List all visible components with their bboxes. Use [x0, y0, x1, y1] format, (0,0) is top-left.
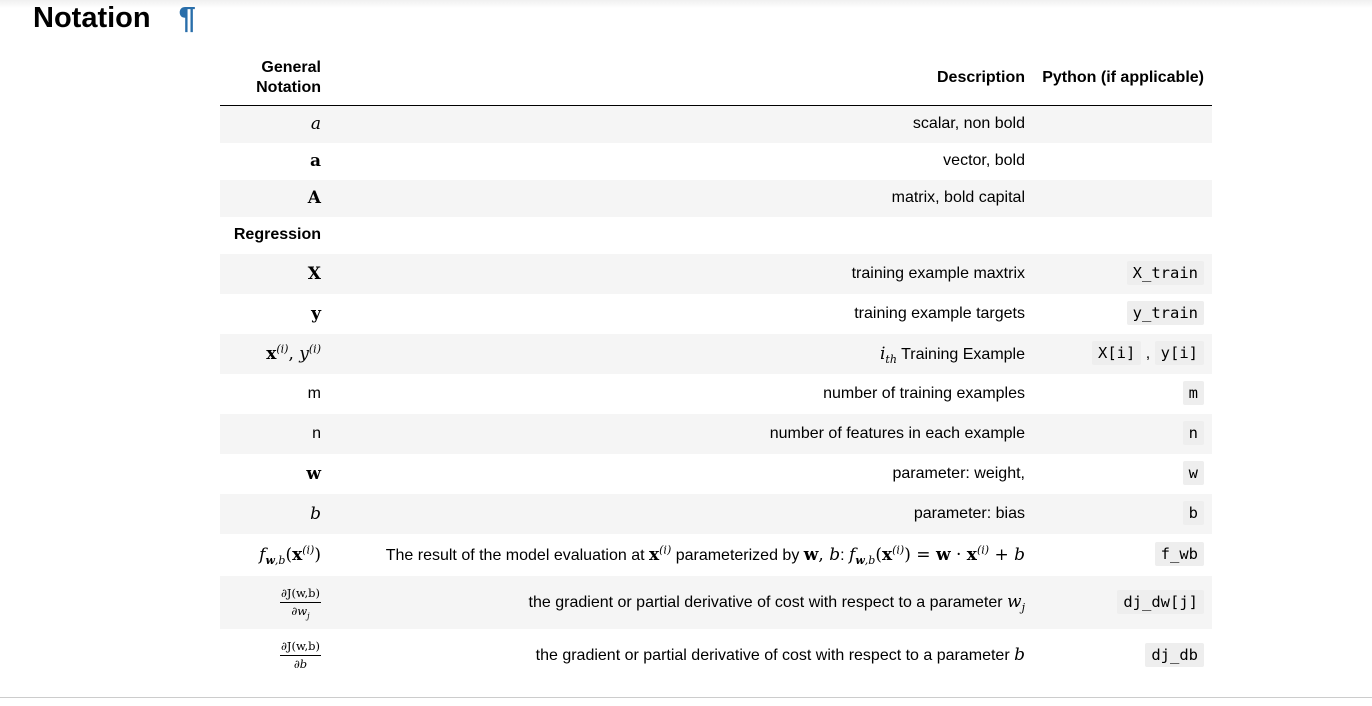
table-row	[220, 334, 1212, 374]
table-row	[220, 454, 1212, 494]
eq-dot: ·	[950, 544, 967, 565]
symbol-y-i: y	[299, 343, 309, 364]
fraction-dj-dw	[280, 587, 321, 618]
bottom-divider	[0, 697, 1372, 698]
code-f-wb: f_wb	[1155, 542, 1204, 566]
paren-close: )	[314, 544, 321, 565]
desc-comma: ,	[818, 544, 830, 565]
notation-table	[220, 51, 1212, 682]
desc-b: parameter: bias	[913, 504, 1025, 522]
desc-ith-example	[329, 334, 1033, 374]
symbol-x-f: x	[292, 544, 303, 565]
top-shade	[0, 0, 1372, 8]
symbol-scalar: a	[310, 114, 321, 135]
table-row	[220, 180, 1212, 217]
desc-colon: :	[840, 546, 845, 564]
symbol-vector: a	[309, 151, 321, 171]
desc-n: number of features in each example	[769, 424, 1025, 442]
table-row	[220, 629, 1212, 682]
sub-w: w	[265, 553, 275, 567]
sup-i-x: (i)	[276, 342, 289, 356]
heading-title: Notation	[33, 2, 151, 34]
desc-dj-db	[329, 629, 1033, 682]
code-y-train: y_train	[1127, 301, 1204, 325]
desc-x: x	[649, 544, 660, 565]
eq-w: w	[935, 544, 951, 565]
desc-matrix: matrix, bold capital	[891, 189, 1025, 206]
eq-f: f	[849, 544, 856, 565]
eq-x: x	[881, 544, 893, 565]
symbol-y: y	[311, 303, 321, 324]
frac-den-db: ∂b	[293, 656, 308, 671]
symbol-X: X	[307, 263, 321, 284]
desc-w: parameter: weight,	[892, 464, 1025, 482]
code-m: m	[1183, 381, 1204, 405]
eq-equals: =	[910, 544, 936, 565]
table-row	[220, 217, 1212, 254]
eq-sub-comma: ,	[864, 553, 869, 567]
symbol-b: b	[310, 503, 321, 524]
sup-i-f: (i)	[302, 543, 315, 557]
sub-b: b	[278, 553, 286, 567]
symbol-m: m	[307, 384, 321, 402]
table-row	[220, 576, 1212, 629]
param-w: w	[1007, 592, 1022, 612]
table-row	[220, 254, 1212, 294]
code-n: n	[1183, 421, 1204, 445]
desc-fwb-part2: parameterized by	[675, 546, 804, 564]
eq-sub-b: b	[868, 553, 876, 567]
frac-den-dw: ∂w	[291, 603, 308, 618]
symbol-n: n	[312, 424, 321, 442]
param-b: b	[1014, 645, 1025, 665]
code-dj-db: dj_db	[1145, 643, 1204, 667]
desc-scalar: scalar, non bold	[912, 115, 1025, 133]
code-w: w	[1183, 461, 1204, 485]
eq-paren-close: )	[904, 544, 911, 565]
header-general-line2: Notation	[256, 79, 321, 96]
table-row	[220, 534, 1212, 576]
sup-i-y: (i)	[308, 342, 321, 356]
table-header-row	[220, 51, 1212, 106]
code-dj-dw: dj_dw[j]	[1117, 590, 1204, 614]
code-X-i: X[i]	[1092, 341, 1141, 365]
symbol-matrix: A	[307, 188, 321, 208]
table-row	[220, 414, 1212, 454]
symbol-comma: ,	[288, 343, 300, 364]
fraction-dj-db	[280, 640, 321, 671]
header-general-notation	[220, 51, 329, 106]
header-python: Python (if applicable)	[1033, 51, 1212, 106]
table-row	[220, 294, 1212, 334]
desc-dj-dw	[329, 576, 1033, 629]
desc-m: number of training examples	[823, 384, 1025, 402]
frac-num-db: ∂J(w,b)	[280, 640, 321, 656]
desc-fwb	[329, 534, 1033, 576]
symbol-i-th: i	[879, 343, 886, 364]
permalink-icon[interactable]: ¶	[178, 0, 196, 35]
symbol-f: f	[259, 544, 266, 565]
paren-open: (	[285, 544, 293, 565]
notation-heading	[33, 0, 196, 36]
eq-sup-i2: (i)	[976, 543, 990, 557]
desc-vector: vector, bold	[943, 152, 1025, 169]
desc-sup-i: (i)	[659, 543, 672, 557]
code-X-train: X_train	[1127, 261, 1204, 285]
code-b: b	[1183, 501, 1204, 525]
code-separator: ,	[1145, 345, 1151, 362]
eq-x2: x	[966, 544, 977, 565]
param-sub-j: j	[1021, 601, 1025, 615]
section-regression: Regression	[233, 226, 321, 243]
header-description: Description	[329, 51, 1033, 106]
eq-b: b	[1014, 544, 1025, 565]
eq-plus: +	[989, 544, 1015, 565]
eq-sup-i: (i)	[892, 543, 905, 557]
eq-paren-open: (	[875, 544, 882, 565]
sub-comma: ,	[274, 553, 279, 567]
code-y-i: y[i]	[1155, 341, 1204, 365]
frac-num-dw: ∂J(w,b)	[280, 587, 321, 603]
desc-fwb-part1: The result of the model evaluation at	[385, 546, 649, 564]
desc-b: b	[829, 544, 841, 565]
desc-dj-db-text: the gradient or partial derivative of cost with respect to a parameter	[535, 647, 1015, 664]
desc-X: training example maxtrix	[851, 264, 1025, 282]
sub-th: th	[885, 352, 897, 366]
symbol-w: w	[306, 463, 321, 484]
frac-den-sub-j: j	[307, 610, 310, 620]
desc-w: w	[803, 544, 819, 565]
table-row	[220, 143, 1212, 180]
table-row	[220, 494, 1212, 534]
desc-ith-text: Training Example	[901, 345, 1025, 363]
symbol-x-i: x	[266, 343, 277, 364]
eq-sub-w: w	[855, 553, 865, 567]
table-row	[220, 374, 1212, 414]
desc-y: training example targets	[854, 304, 1025, 322]
header-general-line1: General	[261, 59, 321, 76]
table-row	[220, 106, 1212, 143]
desc-dj-dw-text: the gradient or partial derivative of cost with respect to a parameter	[528, 594, 1008, 611]
